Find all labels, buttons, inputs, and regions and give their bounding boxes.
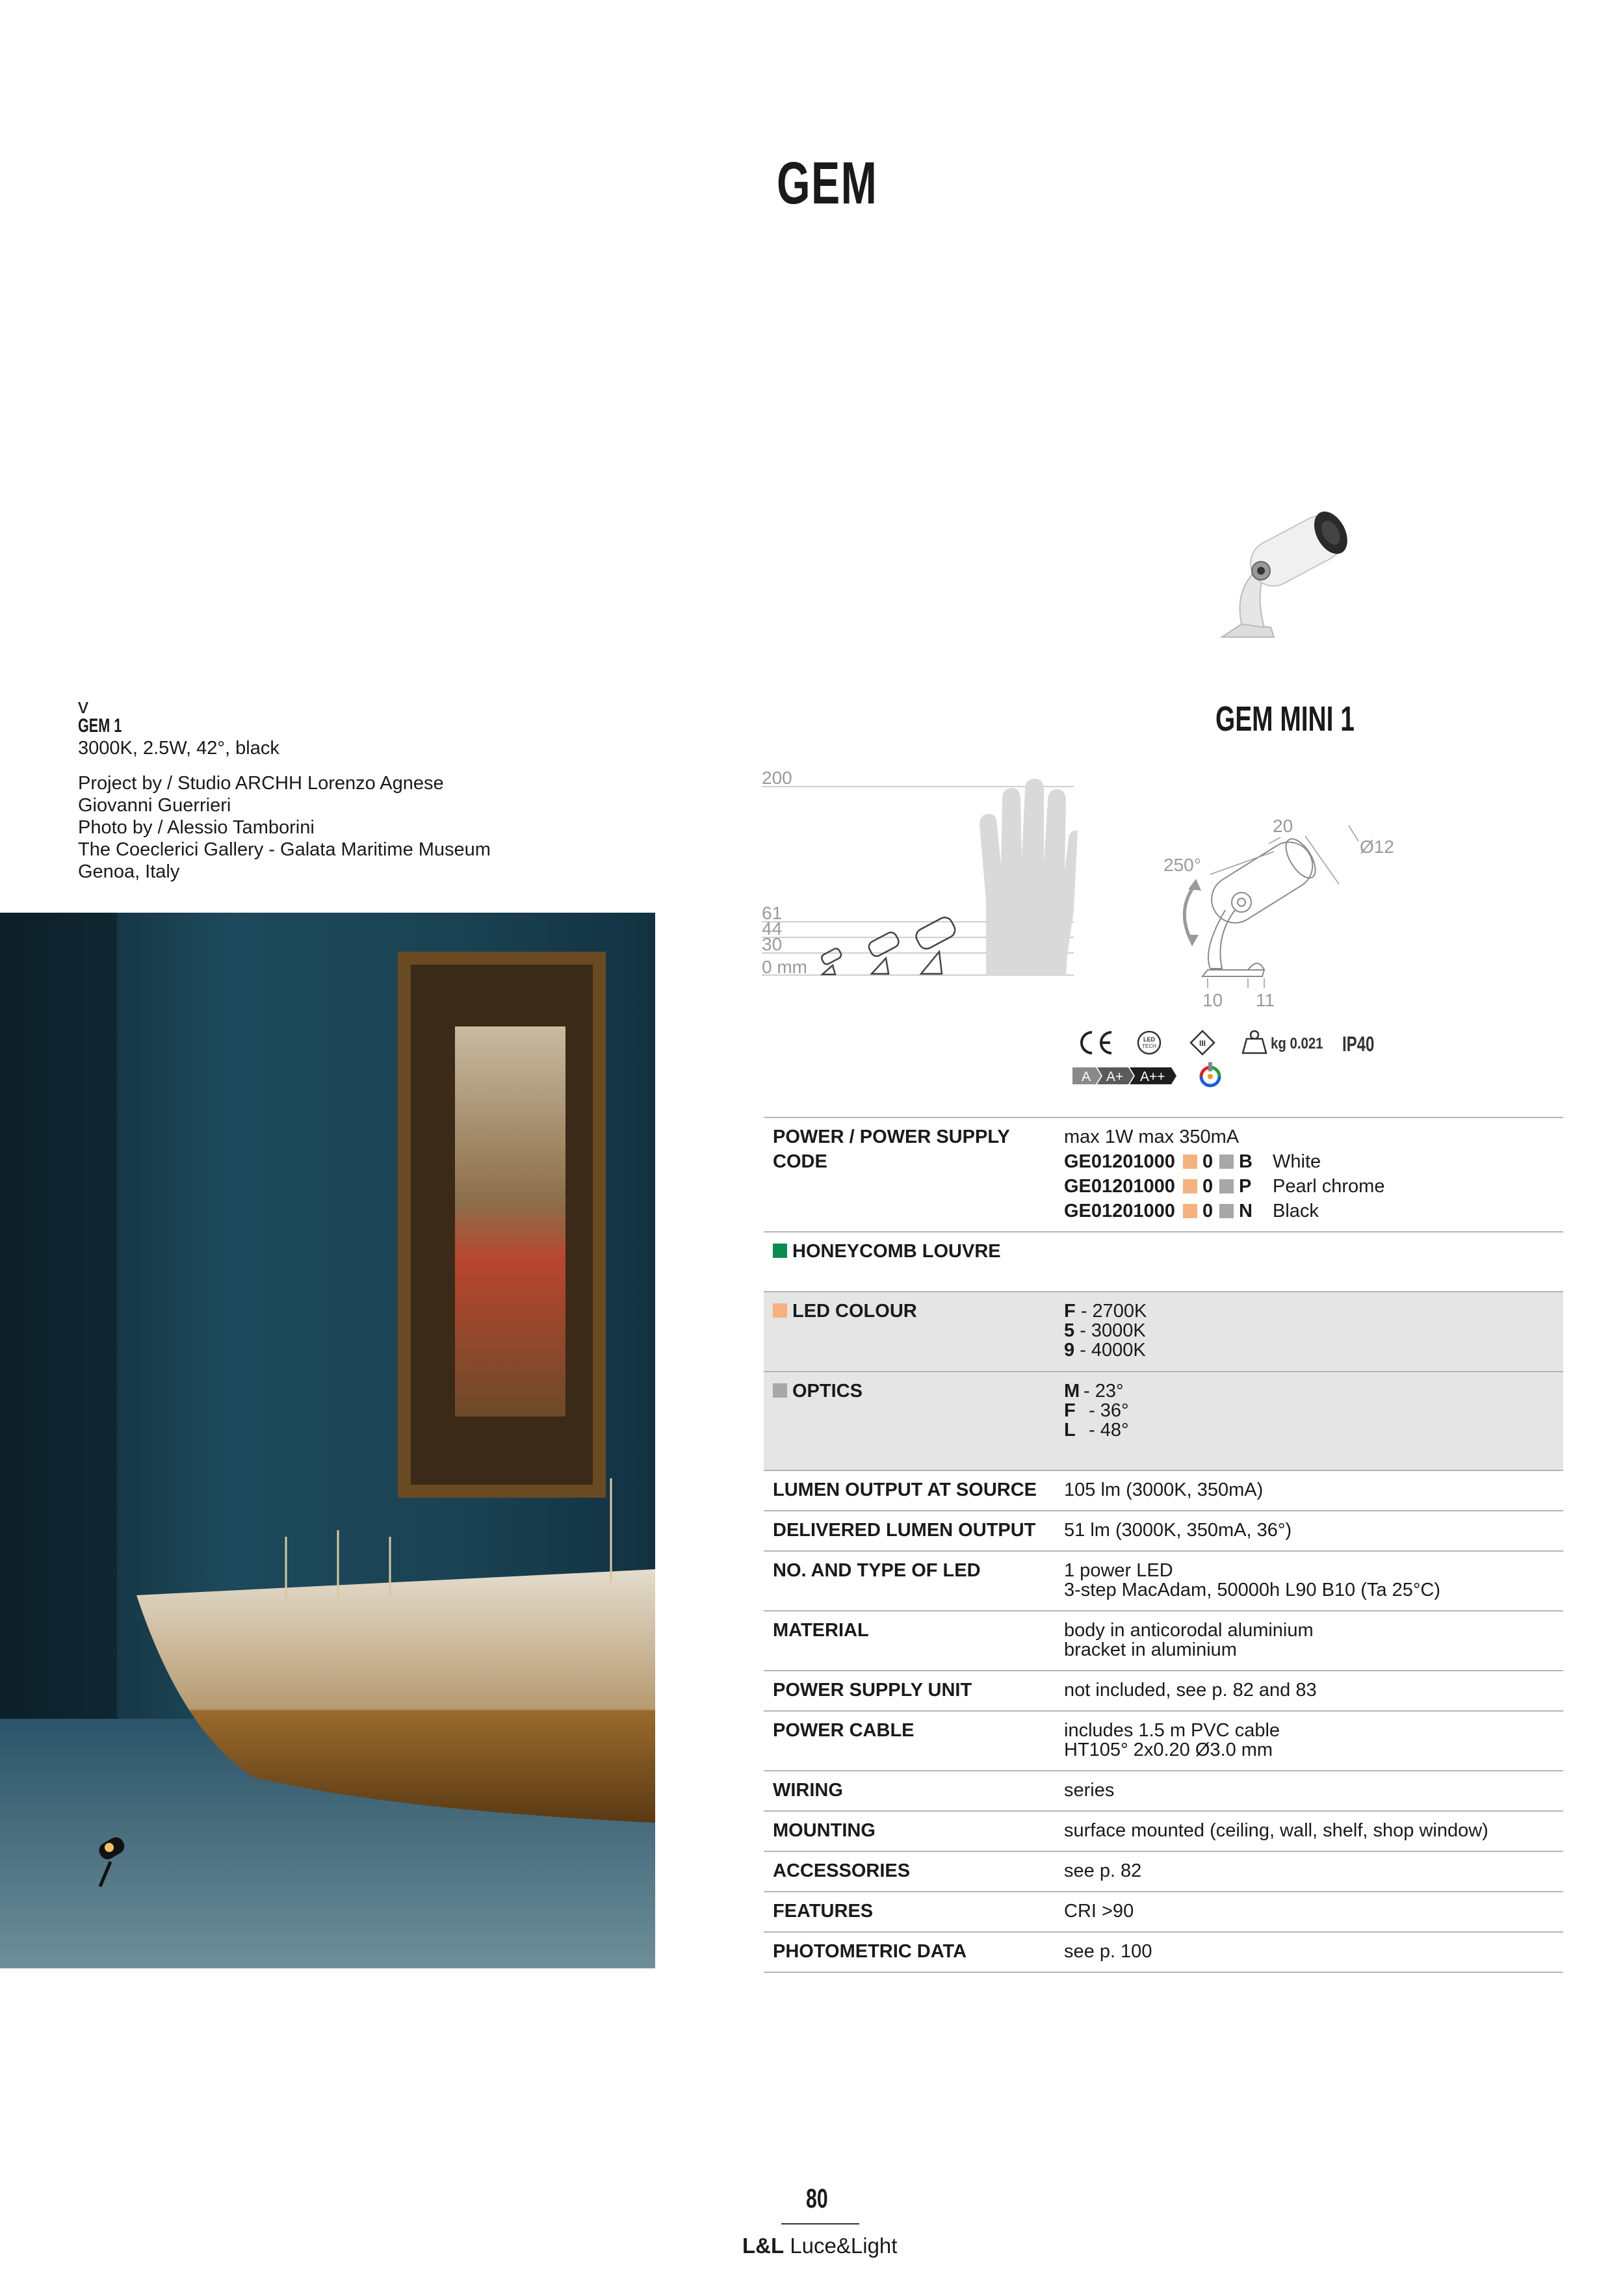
weight-value: kg 0.021 (1271, 1035, 1323, 1052)
code-line: GE01201000 0 B White (1064, 1151, 1321, 1172)
photo-caption (78, 694, 598, 883)
led-tech-icon (1138, 1032, 1160, 1054)
spec-row: NO. AND TYPE OF LED 1 power LED 3-step MacAdam, 50000h L90 B10 (Ta 25°C) (764, 1550, 1563, 1610)
energy-class-icon (1072, 1067, 1176, 1084)
dim-base-10: 10 (1202, 990, 1223, 1008)
spec-row: POWER CABLE includes 1.5 m PVC cable HT105° 2x0.20 Ø3.0 mm (764, 1710, 1563, 1770)
led-colour-swatch (773, 1303, 787, 1318)
caption-spec: 3000K, 2.5W, 42°, black (78, 738, 279, 759)
led-colour-option: F - 2700K (1064, 1301, 1147, 1322)
product-image (1202, 494, 1358, 644)
rgb-led-icon (1201, 1062, 1219, 1086)
code-label: CODE (773, 1151, 827, 1172)
spec-row: ACCESSORIES see p. 82 (764, 1851, 1563, 1891)
caption-line: The Coeclerici Gallery - Galata Maritime Museum (78, 839, 491, 860)
spec-row: WIRING series (764, 1770, 1563, 1810)
dim-base-11: 11 (1256, 990, 1275, 1008)
led-colour-option: 5 - 3000K (1064, 1320, 1146, 1341)
svg-text:A: A (1082, 1069, 1091, 1084)
svg-text:III: III (1199, 1039, 1206, 1048)
chevron-down-icon: v (78, 694, 88, 718)
led-colour-row (764, 1291, 1563, 1371)
spec-row: FEATURES CRI >90 (764, 1891, 1563, 1931)
scale-label-30: 30 (762, 934, 783, 954)
spec-row: DELIVERED LUMEN OUTPUT 51 lm (3000K, 350mA, 36°) (764, 1510, 1563, 1550)
page-number: 80 (806, 2183, 828, 2213)
svg-text:TECH: TECH (1142, 1043, 1156, 1049)
spec-row: LUMEN OUTPUT AT SOURCE 105 lm (3000K, 350mA) (764, 1470, 1563, 1510)
honeycomb-swatch (773, 1244, 787, 1258)
spec-row: MOUNTING surface mounted (ceiling, wall, shelf, shop window) (764, 1810, 1563, 1851)
scale-label-44: 44 (762, 919, 783, 939)
caption-line: Genoa, Italy (78, 861, 180, 882)
class-iii-icon (1191, 1031, 1214, 1054)
gallery-photo (0, 913, 655, 1968)
dim-diameter: Ø12 (1360, 837, 1394, 857)
power-value: max 1W max 350mA (1064, 1127, 1240, 1147)
caption-line: Giovanni Guerrieri (78, 795, 231, 816)
scale-label-0: 0 mm (762, 957, 807, 977)
optics-option: L - 48° (1064, 1420, 1129, 1441)
scale-label-200: 200 (762, 768, 792, 788)
spec-table (764, 1117, 1563, 1973)
scale-diagram (762, 761, 1087, 988)
honeycomb-row (764, 1231, 1563, 1291)
certifications (1072, 1027, 1462, 1099)
svg-text:A++: A++ (1140, 1069, 1165, 1084)
led-colour-label: LED COLOUR (792, 1301, 917, 1322)
brand-logo: L&L Luce&Light (742, 2234, 898, 2258)
optics-swatch (773, 1383, 787, 1398)
honeycomb-label: HONEYCOMB LOUVRE (792, 1241, 1001, 1262)
power-code-row (764, 1117, 1563, 1231)
power-label: POWER / POWER SUPPLY (773, 1127, 1010, 1147)
footer-divider (781, 2223, 859, 2224)
angle-label: 250° (1163, 855, 1201, 875)
caption-line: Photo by / Alessio Tamborini (78, 817, 315, 838)
product-name: GEM MINI 1 (1215, 699, 1355, 738)
page-title: GEM (777, 150, 878, 216)
code-line: GE01201000 0 N Black (1064, 1201, 1319, 1221)
optics-row (764, 1371, 1563, 1470)
optics-option: F - 36° (1064, 1400, 1129, 1421)
svg-text:A+: A+ (1106, 1069, 1124, 1084)
scale-label-61: 61 (762, 903, 783, 923)
optics-label: OPTICS (792, 1381, 863, 1402)
weight-icon (1243, 1031, 1266, 1053)
ce-mark-icon (1082, 1032, 1111, 1053)
optics-option: M - 23° (1064, 1381, 1124, 1402)
code-line: GE01201000 0 P Pearl chrome (1064, 1176, 1385, 1197)
spec-row: POWER SUPPLY UNIT not included, see p. 82 and 83 (764, 1670, 1563, 1710)
hand-icon (980, 779, 1078, 975)
ip-rating: IP40 (1342, 1032, 1375, 1056)
spec-row: PHOTOMETRIC DATA see p. 100 (764, 1931, 1563, 1973)
led-colour-option: 9 - 4000K (1064, 1340, 1146, 1361)
caption-product: GEM 1 (78, 715, 122, 737)
dim-length: 20 (1273, 816, 1293, 836)
dimension-diagram (1150, 813, 1410, 1008)
svg-text:LED: LED (1143, 1036, 1155, 1043)
spec-row: MATERIAL body in anticorodal aluminium bracket in aluminium (764, 1610, 1563, 1670)
caption-line: Project by / Studio ARCHH Lorenzo Agnese (78, 773, 444, 794)
